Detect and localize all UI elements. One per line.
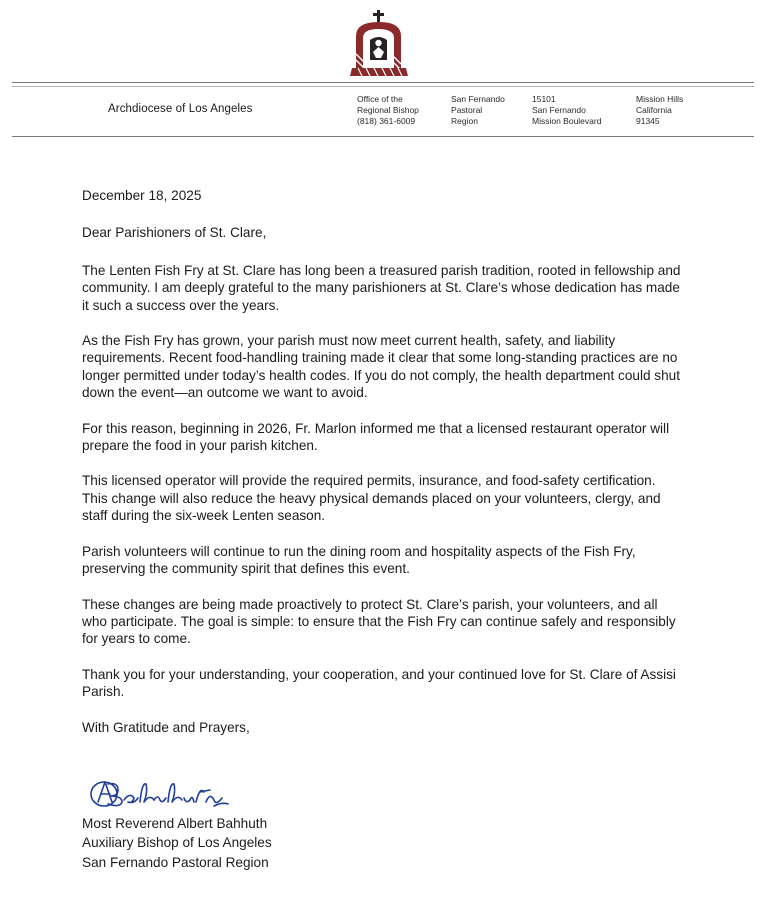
letter-paragraph: The Lenten Fish Fry at St. Clare has long been a treasured parish tradition, rooted in fellowship and community. I am deeply grateful to the many parishioners at St. Clare’s whose dedication has made it such a success over the years.: [82, 262, 681, 313]
archdiocese-logo: [350, 10, 408, 76]
letter-closing: With Gratitude and Prayers,: [82, 719, 250, 735]
letterhead-bottom-rule: [12, 136, 754, 137]
letter-paragraph: This licensed operator will provide the required permits, insurance, and food-safety certification. This change will also reduce the heavy physical demands placed on your volunteers, clergy, and staff during the six-week Lenten season.: [82, 473, 661, 524]
signature-block: [82, 814, 272, 872]
letterhead-office-column: Office of the Regional Bishop (818) 361-6009: [357, 94, 419, 126]
letterhead-top-rule-thin: [12, 86, 754, 87]
letterhead-organization: Archdiocese of Los Angeles: [108, 103, 253, 115]
signer-title: Auxiliary Bishop of Los Angeles: [82, 835, 272, 851]
letterhead-region-column: San Fernando Pastoral Region: [451, 94, 505, 126]
letterhead-city-column: Mission Hills California 91345: [636, 94, 684, 126]
signer-region: San Fernando Pastoral Region: [82, 854, 269, 870]
signer-name: Most Reverend Albert Bahhuth: [82, 816, 268, 831]
letter-paragraph: Thank you for your understanding, your cooperation, and your continued love for St. Clare of Assisi Parish.: [82, 666, 676, 700]
letter-paragraph: These changes are being made proactively to protect St. Clare’s parish, your volunteers, and all who participate. The goal is simple: to ensure that the Fish Fry can continue safely and responsibly for years to come.: [82, 596, 676, 647]
letter-date: December 18, 2025: [82, 188, 202, 203]
letterhead-top-rule: [12, 82, 754, 83]
letter-paragraph: As the Fish Fry has grown, your parish must now meet current health, safety, and liability requirements. Recent food-handling training made it clear that some long-standing practices are no longer permitted under today’s health codes. If you do not comply, the health department could shut down the event—an outcome we want to avoid.: [82, 333, 680, 401]
letter-body: [82, 187, 682, 736]
letter-paragraph: For this reason, beginning in 2026, Fr. Marlon informed me that a licensed restaurant operator will prepare the food in your parish kitchen.: [82, 420, 670, 454]
letterhead-street-column: 15101 San Fernando Mission Boulevard: [532, 94, 602, 126]
letter-salutation: Dear Parishioners of St. Clare,: [82, 225, 267, 241]
letter-paragraph: Parish volunteers will continue to run the dining room and hospitality aspects of the Fish Fry, preserving the community spirit that defines this event.: [82, 543, 636, 577]
handwritten-signature: [88, 772, 238, 814]
